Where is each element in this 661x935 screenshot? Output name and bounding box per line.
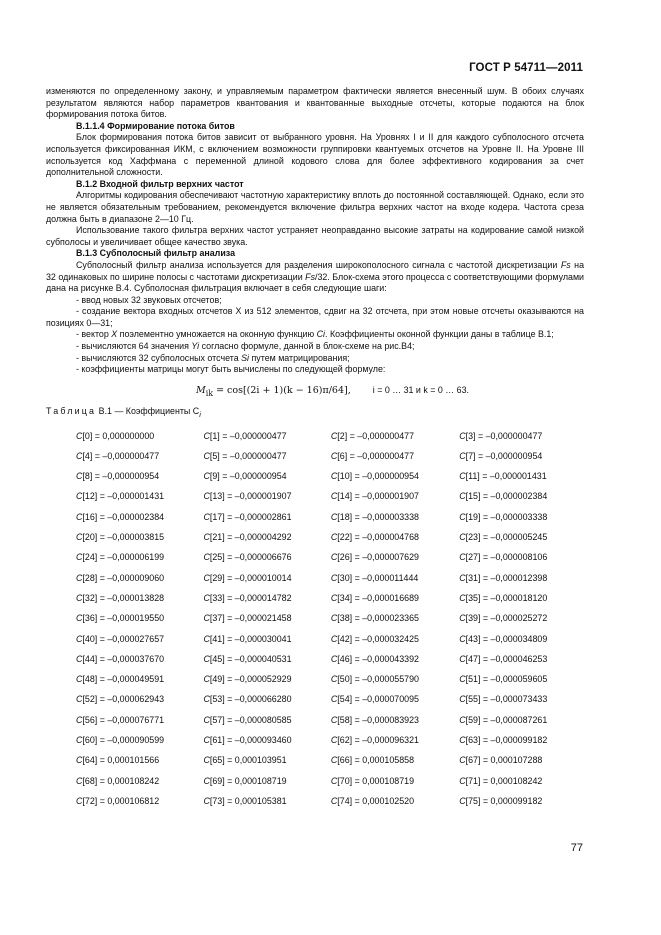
coefficient-cell: C[37] = –0,000021458: [203, 613, 292, 624]
table-row: [76, 731, 584, 751]
coefficient-cell: C[13] = –0,000001907: [203, 491, 292, 502]
paragraph-highpass-2: Использование такого фильтра верхних частот устраняет неоправданно высокие затраты на кодирование самой низкой субполосы и увеличивает общее качество звука.: [46, 225, 584, 247]
coefficient-cell: C[14] = –0,000001907: [330, 491, 419, 502]
coefficient-cell: C[44] = –0,000037670: [76, 653, 165, 664]
list-item-input: - ввод новых 32 звуковых отсчетов;: [76, 294, 222, 305]
coefficient-cell: C[16] = –0,000002384: [76, 511, 165, 522]
coefficient-cell: C[9] = –0,000000954: [203, 471, 287, 482]
table-row: [76, 507, 584, 527]
coefficient-cell: C[39] = –0,000025272: [459, 613, 548, 624]
coefficient-cell: C[72] = 0,000106812: [76, 795, 160, 806]
table-row: [76, 447, 584, 467]
table-row: [76, 792, 584, 812]
coefficient-cell: C[73] = 0,000105381: [203, 795, 287, 806]
coefficient-cell: C[56] = –0,000076771: [76, 714, 165, 725]
table-row: [76, 568, 584, 588]
document-body: [46, 86, 584, 812]
coefficient-cell: C[62] = –0,000096321: [330, 735, 419, 746]
coefficient-cell: C[29] = –0,000010014: [203, 572, 292, 583]
paragraph-bitstream: Блок формирования потока битов зависит от выбранного уровня. На Уровнях I и II для каждого субполосного отсчета используется фиксированная ИКМ, с включением возможности группировки квантуемых отсчетов на Уровне II. На Уровне III используется код Хаффмана с переменной длиной кодового слова для более эффективного кодирования за счет дополнительной сложности.: [46, 132, 584, 178]
coefficient-cell: C[15] = –0,000002384: [459, 491, 548, 502]
paragraph-analysis-filter: Субполосный фильтр анализа используется для разделения широкополосного сигнала с частотой дискретизации Fs на 32 одинаковых по ширине полосы с частотами дискретизации Fs/32. Блок-схема этого процесса с соответствующими формулами дана на рисунке В.4. Субполосная фильтрация включает в себя следующие шаги:: [46, 259, 585, 294]
coefficient-cell: C[48] = –0,000049591: [76, 674, 165, 685]
coefficient-cell: C[1] = –0,000000477: [203, 430, 287, 441]
coefficient-cell: C[61] = –0,000093460: [203, 735, 292, 746]
coefficient-cell: C[60] = –0,000090599: [76, 735, 165, 746]
table-row: [76, 771, 584, 791]
coefficient-cell: C[64] = 0,000101566: [76, 755, 160, 766]
coefficient-cell: C[8] = –0,000000954: [76, 471, 160, 482]
coefficient-cell: C[70] = 0,000108719: [330, 775, 415, 786]
coefficient-cell: C[66] = 0,000105858: [330, 755, 415, 766]
coefficient-cell: C[47] = –0,000046253: [459, 653, 548, 664]
coefficient-cell: C[30] = –0,000011444: [330, 572, 419, 583]
coefficient-cell: C[75] = 0,000099182: [459, 795, 543, 806]
coefficient-cell: C[55] = –0,000073433: [459, 694, 548, 705]
coefficient-cell: C[46] = –0,000043392: [330, 653, 419, 664]
list-item-vector: - создание вектора входных отсчетов X из 512 элементов, сдвиг на 32 отсчета, при этом новые отсчеты оказываются на позициях 0—31;: [46, 306, 584, 328]
table-row: [76, 690, 584, 710]
table-row: [76, 589, 584, 609]
coefficient-cell: C[5] = –0,000000477: [203, 450, 287, 461]
coefficient-cell: C[59] = –0,000087261: [459, 714, 548, 725]
matrix-formula: $M_{ik} = \cos[(2i + 1)(k - 16)\pi/64]$, i = 0 … 31 и k = 0 … 63.: [196, 384, 469, 398]
table-row: [76, 548, 584, 568]
coefficient-cell: C[52] = –0,000062943: [76, 694, 165, 705]
list-item-yi: - вычисляются 64 значения Yi согласно формуле, данной в блок-схеме на рис.В4;: [76, 341, 415, 352]
page-number: 77: [570, 842, 583, 854]
coefficient-cell: C[33] = –0,000014782: [203, 592, 292, 603]
coefficients-table: [76, 426, 584, 812]
table-row: [76, 528, 584, 548]
coefficient-cell: C[65] = 0,000103951: [203, 755, 287, 766]
paragraph-highpass-1: Алгоритмы кодирования обеспечивают частотную характеристику вплоть до постоянной составляющей. Однако, если это не является обязательным требованием, рекомендуется включение фильтра верхних частот на входе кодера. Частота среза должна быть в диапазоне 2—10 Гц.: [46, 190, 584, 224]
standard-code-header: ГОСТ Р 54711—2011: [469, 62, 583, 74]
section-heading-highpass: В.1.2 Входной фильтр верхних частот: [76, 178, 244, 189]
coefficient-cell: C[74] = 0,000102520: [330, 795, 415, 806]
coefficient-cell: C[50] = –0,000055790: [330, 674, 419, 685]
coefficient-cell: C[18] = –0,000003338: [330, 511, 419, 522]
coefficient-cell: C[2] = –0,000000477: [330, 430, 415, 441]
coefficient-cell: C[17] = –0,000002861: [203, 511, 292, 522]
coefficient-cell: C[32] = –0,000013828: [76, 592, 165, 603]
coefficient-cell: C[57] = –0,000080585: [203, 714, 292, 725]
table-row: [76, 710, 584, 730]
table-row: [76, 649, 584, 669]
coefficient-cell: C[24] = –0,000006199: [76, 552, 165, 563]
coefficient-cell: C[51] = –0,000059605: [459, 674, 548, 685]
coefficient-cell: C[68] = 0,000108242: [76, 775, 160, 786]
coefficient-cell: C[26] = –0,000007629: [330, 552, 419, 563]
coefficient-cell: C[27] = –0,000008106: [459, 552, 548, 563]
coefficient-cell: C[10] = –0,000000954: [330, 471, 419, 482]
paragraph-quantization-end: изменяются по определенному закону, и управляемым параметром фактически является внесенный шум. В обоих случаях результатом являются набор параметров квантования и квантованные выходные отсчеты, которые подаются на блок формирования потока битов.: [46, 86, 584, 120]
coefficient-cell: C[0] = 0,000000000: [76, 430, 155, 441]
list-item-matrixing: - вычисляются 32 субполосных отсчета Si путем матрицирования;: [76, 352, 350, 363]
coefficient-cell: C[45] = –0,000040531: [203, 653, 292, 664]
coefficient-cell: C[12] = –0,000001431: [76, 491, 165, 502]
formula-condition: i = 0 … 31 и k = 0 … 63.: [372, 384, 469, 395]
coefficient-cell: C[21] = –0,000004292: [203, 532, 292, 543]
coefficient-cell: C[71] = 0,000108242: [459, 775, 543, 786]
coefficient-cell: C[58] = –0,000083923: [330, 714, 419, 725]
list-item-window: - вектор X поэлементно умножается на оконную функцию Ci. Коэффициенты оконной функции даны в таблице В.1;: [76, 329, 554, 340]
table-row: [76, 467, 584, 487]
table-row: [76, 426, 584, 446]
coefficient-cell: C[25] = –0,000006676: [203, 552, 292, 563]
coefficient-cell: C[42] = –0,000032425: [330, 633, 419, 644]
section-heading-analysis-filter: В.1.3 Субполосный фильтр анализа: [76, 248, 236, 259]
coefficient-cell: C[28] = –0,000009060: [76, 572, 165, 583]
table-row: [76, 751, 584, 771]
coefficient-cell: C[43] = –0,000034809: [459, 633, 548, 644]
coefficient-cell: C[40] = –0,000027657: [76, 633, 165, 644]
coefficient-cell: C[67] = 0,000107288: [459, 755, 543, 766]
coefficient-cell: C[19] = –0,000003338: [459, 511, 548, 522]
table-row: [76, 609, 584, 629]
coefficient-cell: C[20] = –0,000003815: [76, 532, 165, 543]
coefficient-cell: C[22] = –0,000004768: [330, 532, 419, 543]
coefficient-cell: C[38] = –0,000023365: [330, 613, 419, 624]
coefficient-cell: C[23] = –0,000005245: [459, 532, 548, 543]
table-row: [76, 487, 584, 507]
coefficient-cell: C[3] = –0,000000477: [459, 430, 543, 441]
table-caption: Таблица В.1 — Коэффициенты $C_i$: [46, 405, 201, 419]
coefficient-cell: C[63] = –0,000099182: [459, 735, 548, 746]
coefficient-cell: C[7] = –0,000000954: [459, 450, 543, 461]
coefficient-cell: C[69] = 0,000108719: [203, 775, 287, 786]
list-item-matrix-coef: - коэффициенты матрицы могут быть вычислены по следующей формуле:: [76, 364, 386, 375]
coefficient-cell: C[11] = –0,000001431: [459, 471, 547, 482]
coefficient-cell: C[53] = –0,000066280: [203, 694, 292, 705]
coefficient-cell: C[35] = –0,000018120: [459, 592, 548, 603]
coefficient-cell: C[41] = –0,000030041: [203, 633, 292, 644]
coefficient-cell: C[4] = –0,000000477: [76, 450, 160, 461]
coefficient-cell: C[31] = –0,000012398: [459, 572, 548, 583]
section-heading-bitstream: В.1.1.4 Формирование потока битов: [76, 120, 235, 131]
coefficient-cell: C[49] = –0,000052929: [203, 674, 292, 685]
coefficient-cell: C[54] = –0,000070095: [330, 694, 419, 705]
coefficient-cell: C[36] = –0,000019550: [76, 613, 165, 624]
coefficient-cell: C[34] = –0,000016689: [330, 592, 419, 603]
table-row: [76, 629, 584, 649]
coefficient-cell: C[6] = –0,000000477: [330, 450, 415, 461]
table-row: [76, 670, 584, 690]
